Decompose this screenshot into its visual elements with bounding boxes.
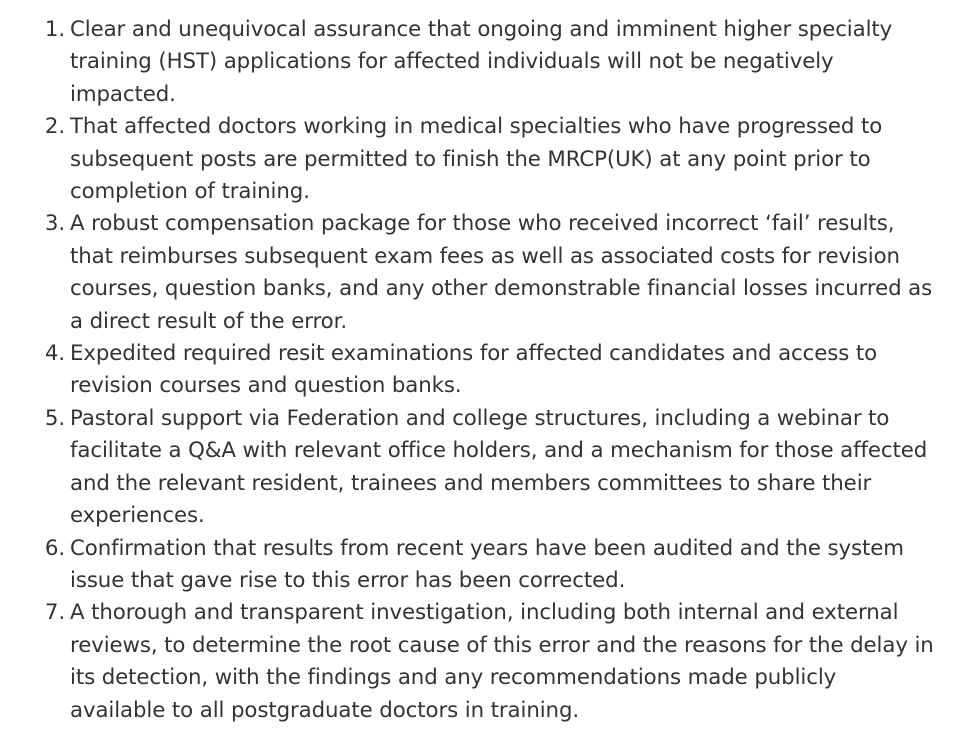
list-item-text: Pastoral support via Federation and college structures, including a webinar to facilitate a Q&A with relevant office holders, and a mechanism for those affected and the relevant resident, trainees and members committees to share their experiences.: [70, 405, 928, 529]
list-item-text: A thorough and transparent investigation, including both internal and external reviews, to determine the root cause of this error and the reasons for the delay in its detection, with the findings and any recommendations made publicly available to all postgraduate doctors in training.: [70, 600, 934, 723]
list-item-number: 1.: [44, 17, 65, 42]
list-item-number: 2.: [44, 114, 65, 140]
list-item-number: 6.: [44, 535, 65, 561]
list-item-text: Confirmation that results from recent years have been audited and the system issue that gave rise to this error has been corrected.: [70, 535, 904, 593]
list-item: [0, 14, 935, 111]
list-item: [0, 533, 935, 598]
list-item-number: 5.: [44, 405, 65, 431]
list-item-text: Expedited required resit examinations for affected candidates and access to revision courses and question banks.: [70, 341, 878, 399]
list-item-number: 4.: [44, 341, 65, 367]
list-item: [0, 338, 935, 403]
list-item: [0, 597, 935, 727]
list-item-text: That affected doctors working in medical specialties who have progressed to subsequent posts are permitted to finish the MRCP(UK) at any point prior to completion of training.: [70, 114, 883, 205]
list-item-text: Clear and unequivocal assurance that ongoing and imminent higher specialty training (HST) applications for affected individuals will not be negatively impacted.: [70, 17, 893, 107]
list-item-number: 3.: [44, 211, 65, 237]
demands-list: [0, 14, 935, 727]
list-item-text: A robust compensation package for those who received incorrect ‘fail’ results, that reimburses subsequent exam fees as well as associated costs for revision courses, question banks, and any other demonstrable financial losses incurred as a direct result of the error.: [70, 211, 933, 334]
list-item: [0, 403, 935, 533]
article-content: [0, 14, 935, 727]
list-item-number: 7.: [44, 600, 65, 626]
list-item: [0, 208, 935, 338]
list-item: [0, 111, 935, 208]
